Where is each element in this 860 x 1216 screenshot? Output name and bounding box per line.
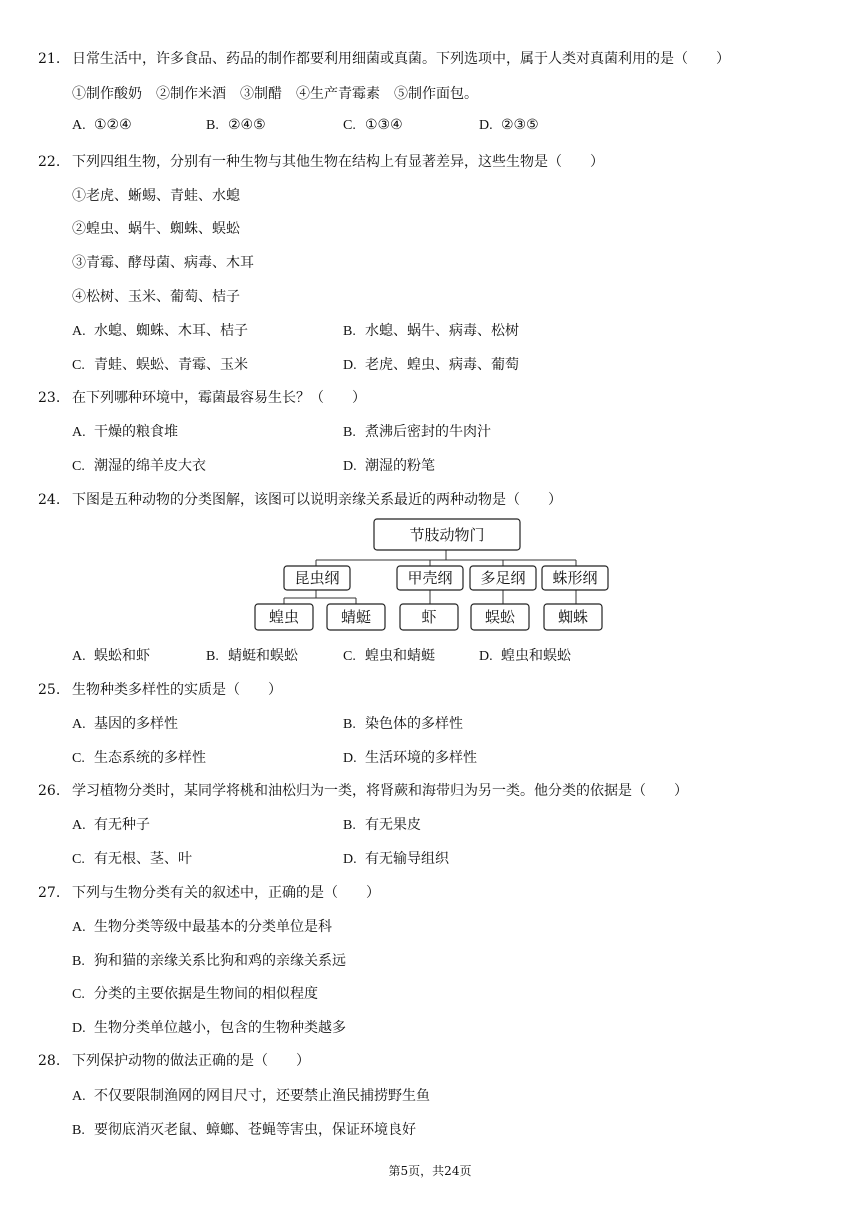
option-b [206, 117, 266, 134]
option-text: ②④⑤ [228, 117, 266, 133]
option-label: A. [72, 818, 86, 833]
option-label: D. [343, 459, 357, 474]
option-b [72, 950, 346, 970]
question-23 [38, 387, 366, 407]
option-label: B. [343, 324, 356, 339]
option-text: 分类的主要依据是生物间的相似程度 [94, 986, 318, 1002]
option-text: 生态系统的多样性 [94, 750, 206, 766]
option-label: C. [72, 459, 85, 474]
class-label-insecta: 昆虫纲 [294, 569, 340, 587]
option-label: C. [72, 751, 85, 766]
question-stem: 下图是五种动物的分类图解，该图可以说明亲缘关系最近的两种动物是（ ） [72, 492, 562, 508]
option-text: 煮沸后密封的牛肉汁 [365, 424, 491, 440]
question-stem: 下列与生物分类有关的叙述中，正确的是（ ） [72, 885, 380, 901]
class-label-myriapoda: 多足纲 [480, 569, 526, 587]
group-1: ①老虎、蜥蜴、青蛙、水螅 [72, 188, 240, 204]
option-label: B. [72, 1123, 85, 1138]
option-a [72, 421, 178, 441]
option-label: B. [206, 649, 219, 664]
option-label: B. [343, 425, 356, 440]
group-2: ②蝗虫、蜗牛、蜘蛛、蜈蚣 [72, 221, 240, 237]
option-label: C. [343, 649, 356, 664]
option-d [343, 354, 519, 374]
option-c [72, 983, 318, 1003]
option-label: C. [72, 852, 85, 867]
option-d [343, 455, 435, 475]
option-text: 有无果皮 [365, 817, 421, 833]
option-text: 有无输导组织 [365, 851, 449, 867]
question-26 [38, 780, 688, 800]
option-label: C. [72, 358, 85, 373]
animal-label-dragonfly: 蜻蜓 [340, 608, 372, 626]
option-d [479, 645, 571, 665]
question-number: 21. [38, 51, 61, 67]
option-text: ②③⑤ [501, 117, 539, 133]
option-text: 蝗虫和蜻蜓 [365, 648, 435, 664]
option-text: 有无种子 [94, 817, 150, 833]
question-25 [38, 679, 282, 699]
question-22 [38, 151, 604, 171]
option-text: 蜻蜓和蜈蚣 [228, 648, 298, 664]
option-label: A. [72, 1089, 86, 1104]
option-d [72, 1017, 346, 1037]
question-number: 27. [38, 885, 61, 901]
option-a [72, 814, 150, 834]
option-text: 老虎、蝗虫、病毒、葡萄 [365, 357, 519, 373]
animal-label-centipede: 蜈蚣 [484, 608, 516, 626]
option-label: B. [206, 118, 219, 133]
option-label: A. [72, 118, 86, 133]
question-stem: 下列保护动物的做法正确的是（ ） [72, 1053, 310, 1069]
option-label: A. [72, 425, 86, 440]
question-stem: 生物种类多样性的实质是（ ） [72, 682, 282, 698]
option-text: ①②④ [94, 117, 132, 133]
group-3: ③青霉、酵母菌、病毒、木耳 [72, 255, 254, 271]
question-number: 26. [38, 783, 61, 799]
option-a [72, 117, 132, 134]
option-text: 蝗虫和蜈蚣 [501, 648, 571, 664]
option-b [343, 814, 421, 834]
page-footer: 第5页，共24页 [388, 1164, 472, 1178]
option-label: D. [479, 118, 493, 133]
option-c [72, 848, 192, 868]
option-b [343, 713, 463, 733]
option-c [72, 747, 206, 767]
option-d [343, 747, 477, 767]
option-label: B. [343, 818, 356, 833]
option-b [343, 421, 491, 441]
option-c [343, 117, 403, 134]
option-label: C. [343, 118, 356, 133]
class-label-arachnida: 蛛形纲 [552, 569, 598, 587]
option-text: 潮湿的绵羊皮大衣 [94, 458, 206, 474]
question-stem: 日常生活中，许多食品、药品的制作都要利用细菌或真菌。下列选项中，属于人类对真菌利用的是（ ） [72, 51, 730, 67]
option-label: D. [343, 751, 357, 766]
option-text: 水螅、蜗牛、病毒、松树 [365, 323, 519, 339]
option-d [479, 117, 539, 134]
question-stem: 下列四组生物，分别有一种生物与其他生物在结构上有显著差异，这些生物是（ ） [72, 154, 604, 170]
classification-diagram [248, 512, 628, 640]
option-label: B. [72, 954, 85, 969]
option-label: D. [479, 649, 493, 664]
option-text: 生活环境的多样性 [365, 750, 477, 766]
option-text: ①③④ [365, 117, 403, 133]
animal-label-shrimp: 虾 [421, 608, 437, 626]
question-number: 25. [38, 682, 61, 698]
option-label: D. [343, 358, 357, 373]
option-text: 干燥的粮食堆 [94, 424, 178, 440]
option-label: A. [72, 920, 86, 935]
option-b [343, 320, 519, 340]
animal-label-spider: 蜘蛛 [557, 608, 589, 626]
option-a [72, 320, 248, 340]
option-text: 染色体的多样性 [365, 716, 463, 732]
option-text: 不仅要限制渔网的网目尺寸，还要禁止渔民捕捞野生鱼 [94, 1088, 430, 1104]
option-text: 狗和猫的亲缘关系比狗和鸡的亲缘关系远 [94, 953, 346, 969]
root-label: 节肢动物门 [409, 526, 485, 544]
question-stem: 学习植物分类时，某同学将桃和油松归为一类，将肾蕨和海带归为另一类。他分类的依据是（ ） [72, 783, 688, 799]
option-label: A. [72, 324, 86, 339]
question-21 [38, 48, 730, 68]
option-text: 青蛙、蜈蚣、青霉、玉米 [94, 357, 248, 373]
class-label-crustacea: 甲壳纲 [407, 569, 453, 587]
option-c [343, 645, 435, 665]
option-a [72, 713, 178, 733]
option-text: 水螅、蜘蛛、木耳、桔子 [94, 323, 248, 339]
option-text: 潮湿的粉笔 [365, 458, 435, 474]
option-text: 基因的多样性 [94, 716, 178, 732]
question-number: 23. [38, 390, 61, 406]
animal-label-locust: 蝗虫 [268, 608, 300, 626]
option-text: 要彻底消灭老鼠、蟑螂、苍蝇等害虫，保证环境良好 [94, 1122, 416, 1138]
question-number: 24. [38, 492, 61, 508]
option-b [206, 645, 298, 665]
option-text: 生物分类单位越小，包含的生物种类越多 [94, 1020, 346, 1036]
option-c [72, 354, 248, 374]
option-text: 有无根、茎、叶 [94, 851, 192, 867]
classification-tree [248, 512, 628, 640]
question-stem: 在下列哪种环境中，霉菌最容易生长？（ ） [72, 390, 366, 406]
option-a [72, 645, 150, 665]
option-text: 生物分类等级中最基本的分类单位是科 [94, 919, 332, 935]
option-a [72, 1085, 430, 1105]
option-label: A. [72, 649, 86, 664]
option-text: 蜈蚣和虾 [94, 648, 150, 664]
option-label: B. [343, 717, 356, 732]
option-c [72, 455, 206, 475]
option-b [72, 1119, 416, 1139]
question-28 [38, 1050, 310, 1070]
option-label: C. [72, 987, 85, 1002]
question-number: 22. [38, 154, 61, 170]
option-d [343, 848, 449, 868]
question-24 [38, 489, 562, 509]
question-number: 28. [38, 1053, 61, 1069]
question-21-items: ①制作酸奶 ②制作米酒 ③制醋 ④生产青霉素 ⑤制作面包。 [72, 86, 478, 102]
group-4: ④松树、玉米、葡萄、桔子 [72, 289, 240, 305]
option-a [72, 916, 332, 936]
option-label: D. [343, 852, 357, 867]
question-27 [38, 882, 380, 902]
option-label: A. [72, 717, 86, 732]
option-label: D. [72, 1021, 86, 1036]
